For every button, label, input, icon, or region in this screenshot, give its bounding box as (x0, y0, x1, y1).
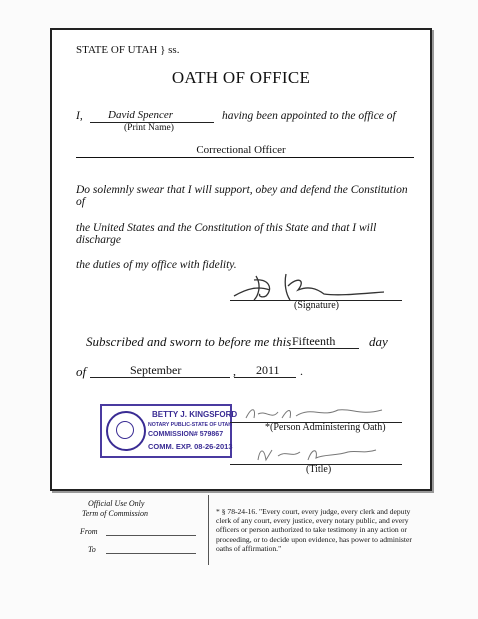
oath-line-2: the United States and the Constitution of this State and that I will discharge (76, 222, 377, 246)
to-line (106, 553, 196, 554)
footer-divider (208, 495, 209, 565)
title-handwritten (252, 444, 382, 466)
term-label: Term of Commission (82, 509, 148, 518)
oath-line-1: Do solemnly swear that I will support, obey and defend the Constitution of (76, 184, 408, 208)
of-label: of (76, 364, 87, 379)
signature-label: (Signature) (294, 300, 339, 311)
day-word: day (369, 334, 388, 349)
from-line (106, 535, 196, 536)
day-underline (289, 348, 359, 349)
stamp-name: BETTY J. KINGSFORD (152, 410, 238, 419)
i-label: I, (76, 110, 83, 122)
oath-document (50, 28, 432, 491)
oath-line-3: the duties of my office with fidelity. (76, 259, 237, 271)
year-value: 2011 (256, 363, 280, 377)
title-label: (Title) (306, 464, 332, 475)
official-use-label: Official Use Only (88, 499, 145, 508)
stamp-commission: COMMISSION# 579867 (148, 431, 224, 438)
stamp-notary-line: NOTARY PUBLIC-STATE OF UTAH (148, 422, 233, 428)
footer-section (50, 495, 428, 565)
printed-name: David Spencer (108, 109, 174, 121)
month-value: September (130, 363, 182, 377)
from-label: From (80, 527, 98, 536)
to-label: To (88, 545, 96, 554)
notary-signature (242, 404, 392, 424)
notary-seal-icon (106, 411, 146, 451)
notary-stamp (100, 404, 238, 458)
print-name-label: (Print Name) (124, 123, 174, 133)
state-heading: STATE OF UTAH } ss. (76, 44, 180, 56)
statute-text: * § 78-24-16. "Every court, every judge, every clerk and deputy clerk of any court, every justice, every notary public, and every officers or person authorized to take testimony in any action or proceeding, or to decide upon evidence, has power to administer oaths of affirmation." (216, 507, 412, 553)
office-title: Correctional Officer (196, 144, 286, 156)
subscribed-text: Subscribed and sworn to before me this (86, 334, 292, 349)
stamp-expiry: COMM. EXP. 08-26-2013 (148, 442, 233, 451)
document-title: OATH OF OFFICE (171, 68, 311, 87)
office-underline (76, 157, 414, 158)
date-period: . (300, 364, 303, 378)
administering-label: *(Person Administering Oath) (265, 422, 386, 433)
date-comma: , (233, 364, 236, 378)
appointed-text: having been appointed to the office of (222, 110, 396, 122)
month-underline (90, 377, 230, 378)
year-underline (234, 377, 296, 378)
day-value: Fifteenth (292, 334, 336, 348)
